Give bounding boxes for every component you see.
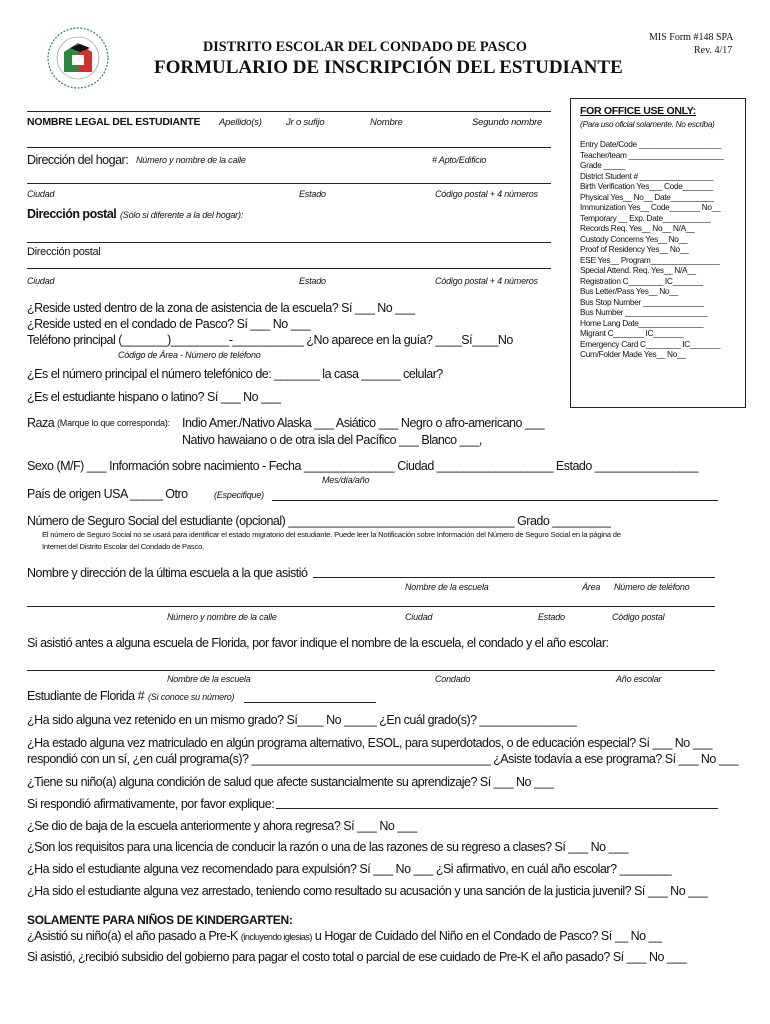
office-use-field[interactable]: Migrant C_______ IC_______ [580,328,684,338]
kinder-q2: Si asistió, ¿recibió subsidio del gobierno para pagar el costo total o parcial de ese cuidado de Pre-K el año pasado? Sí ___ No ___ [27,950,687,964]
question-phone: Teléfono principal (_______)_________-___________ ¿No aparece en la guía? ____Sí____No [27,333,513,347]
form-title: FORMULARIO DE INSCRIPCIÓN DEL ESTUDIANTE [154,57,623,78]
office-use-field[interactable]: Grade _____ [580,160,626,170]
home-address-apt: # Apto/Edificio [432,155,487,165]
last-school-phone-label: Número de teléfono [614,582,690,592]
country-hint: (Especifique) [214,490,264,500]
florida-county-label: Condado [435,674,471,684]
florida-school-line[interactable] [27,670,715,671]
race-options-2: Nativo hawaiano o de otra isla del Pacífico ___ Blanco ___, [182,433,482,447]
office-use-fields [580,139,724,360]
question-program-followup: respondió con un sí, ¿en cuál programa(s)? _____________________________________ ¿Asiste todavía a ese programa? Sí ___ No ___ [27,752,739,766]
birth-date-hint: Mes/día/año [322,475,370,485]
district-logo [46,26,110,90]
mailing-city-label: Ciudad [27,276,55,286]
last-school-name-label: Nombre de la escuela [405,582,489,592]
question-phone-type: ¿Es el número principal el número telefónico de: _______ la casa ______ celular? [27,367,443,381]
office-use-field[interactable]: Bus Letter/Pass Yes__ No__ [580,286,678,296]
office-use-field[interactable]: Bus Number ___________________ [580,307,708,317]
question-expulsion: ¿Ha sido el estudiante alguna vez recomendado para expulsión? Sí ___ No ___ ¿Si afirmativo, en cuál año escolar? ________ [27,862,672,876]
name-sub-middle: Segundo nombre [472,117,543,128]
mailing-address-line-label: Dirección postal [27,246,101,258]
office-use-subtitle: (Para uso oficial solamente. No escriba) [580,119,715,129]
race-hint: (Marque lo que corresponda): [57,418,170,428]
name-label: NOMBRE LEGAL DEL ESTUDIANTE [27,116,201,128]
office-use-field[interactable]: Teacher/team ______________________ [580,149,724,160]
name-line[interactable] [27,111,551,112]
mailing-address-hint: (Sólo si diferente a la del hogar): [120,210,244,220]
last-school-area-label: Área [582,582,601,592]
office-use-field[interactable]: Proof of Residency Yes__ No__ [580,244,689,254]
ssn-note-2: Internet del Distrito Escolar del Condado de Pasco. [42,542,205,551]
name-sub-first: Nombre [370,117,403,128]
mailing-zip-label: Código postal + 4 números [435,276,538,286]
office-use-field[interactable]: District Student # _________________ [580,170,714,181]
question-license: ¿Son los requisitos para una licencia de conducir la razón o una de las razones de su regreso a clases? Sí ___ No ___ [27,840,628,854]
ssn-line: Número de Seguro Social del estudiante (opcional) ___________________________________ Grado _________ [27,514,611,528]
name-sub-last: Apellido(s) [219,117,262,128]
office-use-field[interactable]: Special Attend. Req. Yes__ N/A__ [580,265,696,275]
birth-line: Sexo (M/F) ___ Información sobre nacimiento - Fecha ______________ Ciudad __________________ Estado ________________ [27,459,699,473]
office-use-field[interactable]: Immunization Yes__ Code_______ No__ [580,202,721,212]
name-sub-suffix: Jr o sufijo [286,117,325,128]
office-use-field[interactable]: Physical Yes__ No__ Date__________ [580,191,714,202]
last-school-line[interactable] [313,577,715,578]
mailing-address-top-line[interactable] [27,242,551,243]
phone-hint: Código de Área - Número de teléfono [118,350,261,360]
office-use-field[interactable]: ESE Yes__ Program________________ [580,254,720,265]
last-school-state-label: Estado [538,612,565,622]
last-school-zip-label: Código postal [612,612,665,622]
office-use-title: FOR OFFICE USE ONLY: [580,105,696,117]
explain-line[interactable] [276,808,718,809]
mailing-address-label: Dirección postal [27,207,117,221]
office-use-field[interactable]: Home Lang Date_______________ [580,317,704,328]
office-use-field[interactable]: Records Req. Yes__ No__ N/A__ [580,223,695,233]
last-school-address-line[interactable] [27,606,715,607]
home-city-label: Ciudad [27,189,55,199]
mailing-state-label: Estado [299,276,326,286]
question-retained: ¿Ha sido alguna vez retenido en un mismo grado? Sí____ No _____ ¿En cuál grado(s)? _______________ [27,713,577,727]
country-label: País de origen USA _____ Otro [27,487,188,501]
home-zip-label: Código postal + 4 números [435,189,538,199]
district-name: DISTRITO ESCOLAR DEL CONDADO DE PASCO [203,39,527,55]
florida-school-label: Nombre de la escuela [167,674,251,684]
florida-year-label: Año escolar [616,674,662,684]
race-options-1: Indio Amer./Nativo Alaska ___ Asiático ___ Negro o afro-americano ___ [182,416,545,430]
question-program: ¿Ha estado alguna vez matriculado en algún programa alternativo, ESOL, para superdotados, o de educación especial? Sí ___ No ___ [27,736,713,750]
florida-student-number-line[interactable] [244,702,376,703]
office-use-field[interactable]: Birth Verification Yes___ Code_______ [580,181,713,191]
question-county: ¿Reside usted en el condado de Pasco? Sí ___ No ___ [27,317,311,331]
office-use-field[interactable]: Bus Stop Number ______________ [580,296,704,307]
question-arrested: ¿Ha sido el estudiante alguna vez arrestado, teniendo como resultado su acusación y una sanción de la justicia juvenil? Sí ___ No ___ [27,884,708,898]
home-state-label: Estado [299,189,326,199]
last-school-city-label: Ciudad [405,612,433,622]
kinder-title: SOLAMENTE PARA NIÑOS DE KINDERGARTEN: [27,913,293,927]
kinder-q1 [27,929,661,943]
kinder-q1-hint: (incluyendo iglesias) [240,932,312,942]
office-use-field[interactable]: Temporary __ Exp. Date___________ [580,212,711,223]
question-zone: ¿Reside usted dentro de la zona de asistencia de la escuela? Sí ___ No ___ [27,301,415,315]
office-use-field[interactable]: Emergency Card C________ IC_______ [580,338,721,349]
home-address-top-line [27,147,551,148]
kinder-q1-b: u Hogar de Cuidado del Niño en el Condado de Pasco? Sí __ No __ [314,929,662,943]
office-use-box [570,98,746,408]
ssn-note-1: El número de Seguro Social no se usará para identificar el estado migratorio del estudiante. Puede leer la Notificación sobre Información del Número de Seguro Social en la página de [42,530,621,539]
home-address-label: Dirección del hogar: [27,153,129,167]
question-withdrawn: ¿Se dio de baja de la escuela anteriormente y ahora regresa? Sí ___ No ___ [27,819,417,833]
question-health: ¿Tiene su niño(a) alguna condición de salud que afecte sustancialmente su aprendizaje? Sí ___ No ___ [27,775,554,789]
form-code: MIS Form #148 SPA [649,32,734,43]
question-explain: Si respondió afirmativamente, por favor explique: [27,797,275,811]
last-school-street-label: Número y nombre de la calle [167,612,277,622]
race-label: Raza [27,416,55,430]
form-revision: Rev. 4/17 [694,45,733,56]
country-line[interactable] [272,500,718,501]
office-use-field[interactable]: Registration C________ IC_______ [580,275,703,286]
florida-student-number-label: Estudiante de Florida # [27,689,145,703]
home-address-line[interactable] [27,183,551,184]
last-school-label: Nombre y dirección de la última escuela a la que asistió [27,566,308,580]
kinder-q1-a: ¿Asistió su niño(a) el año pasado a Pre-K [27,929,238,943]
office-use-field[interactable]: Entry Date/Code ___________________ [580,139,721,149]
florida-question: Si asistió antes a alguna escuela de Florida, por favor indique el nombre de la escuela, el condado y el año escolar: [27,636,609,650]
office-use-field[interactable]: Cum/Folder Made Yes__ No__ [580,349,686,359]
question-hispanic: ¿Es el estudiante hispano o latino? Sí ___ No ___ [27,390,281,404]
home-address-hint: Número y nombre de la calle [136,155,246,165]
florida-student-number-hint: (Si conoce su número) [148,692,235,702]
mailing-city-line[interactable] [27,268,551,269]
office-use-field[interactable]: Custody Concerns Yes__ No__ [580,233,688,244]
